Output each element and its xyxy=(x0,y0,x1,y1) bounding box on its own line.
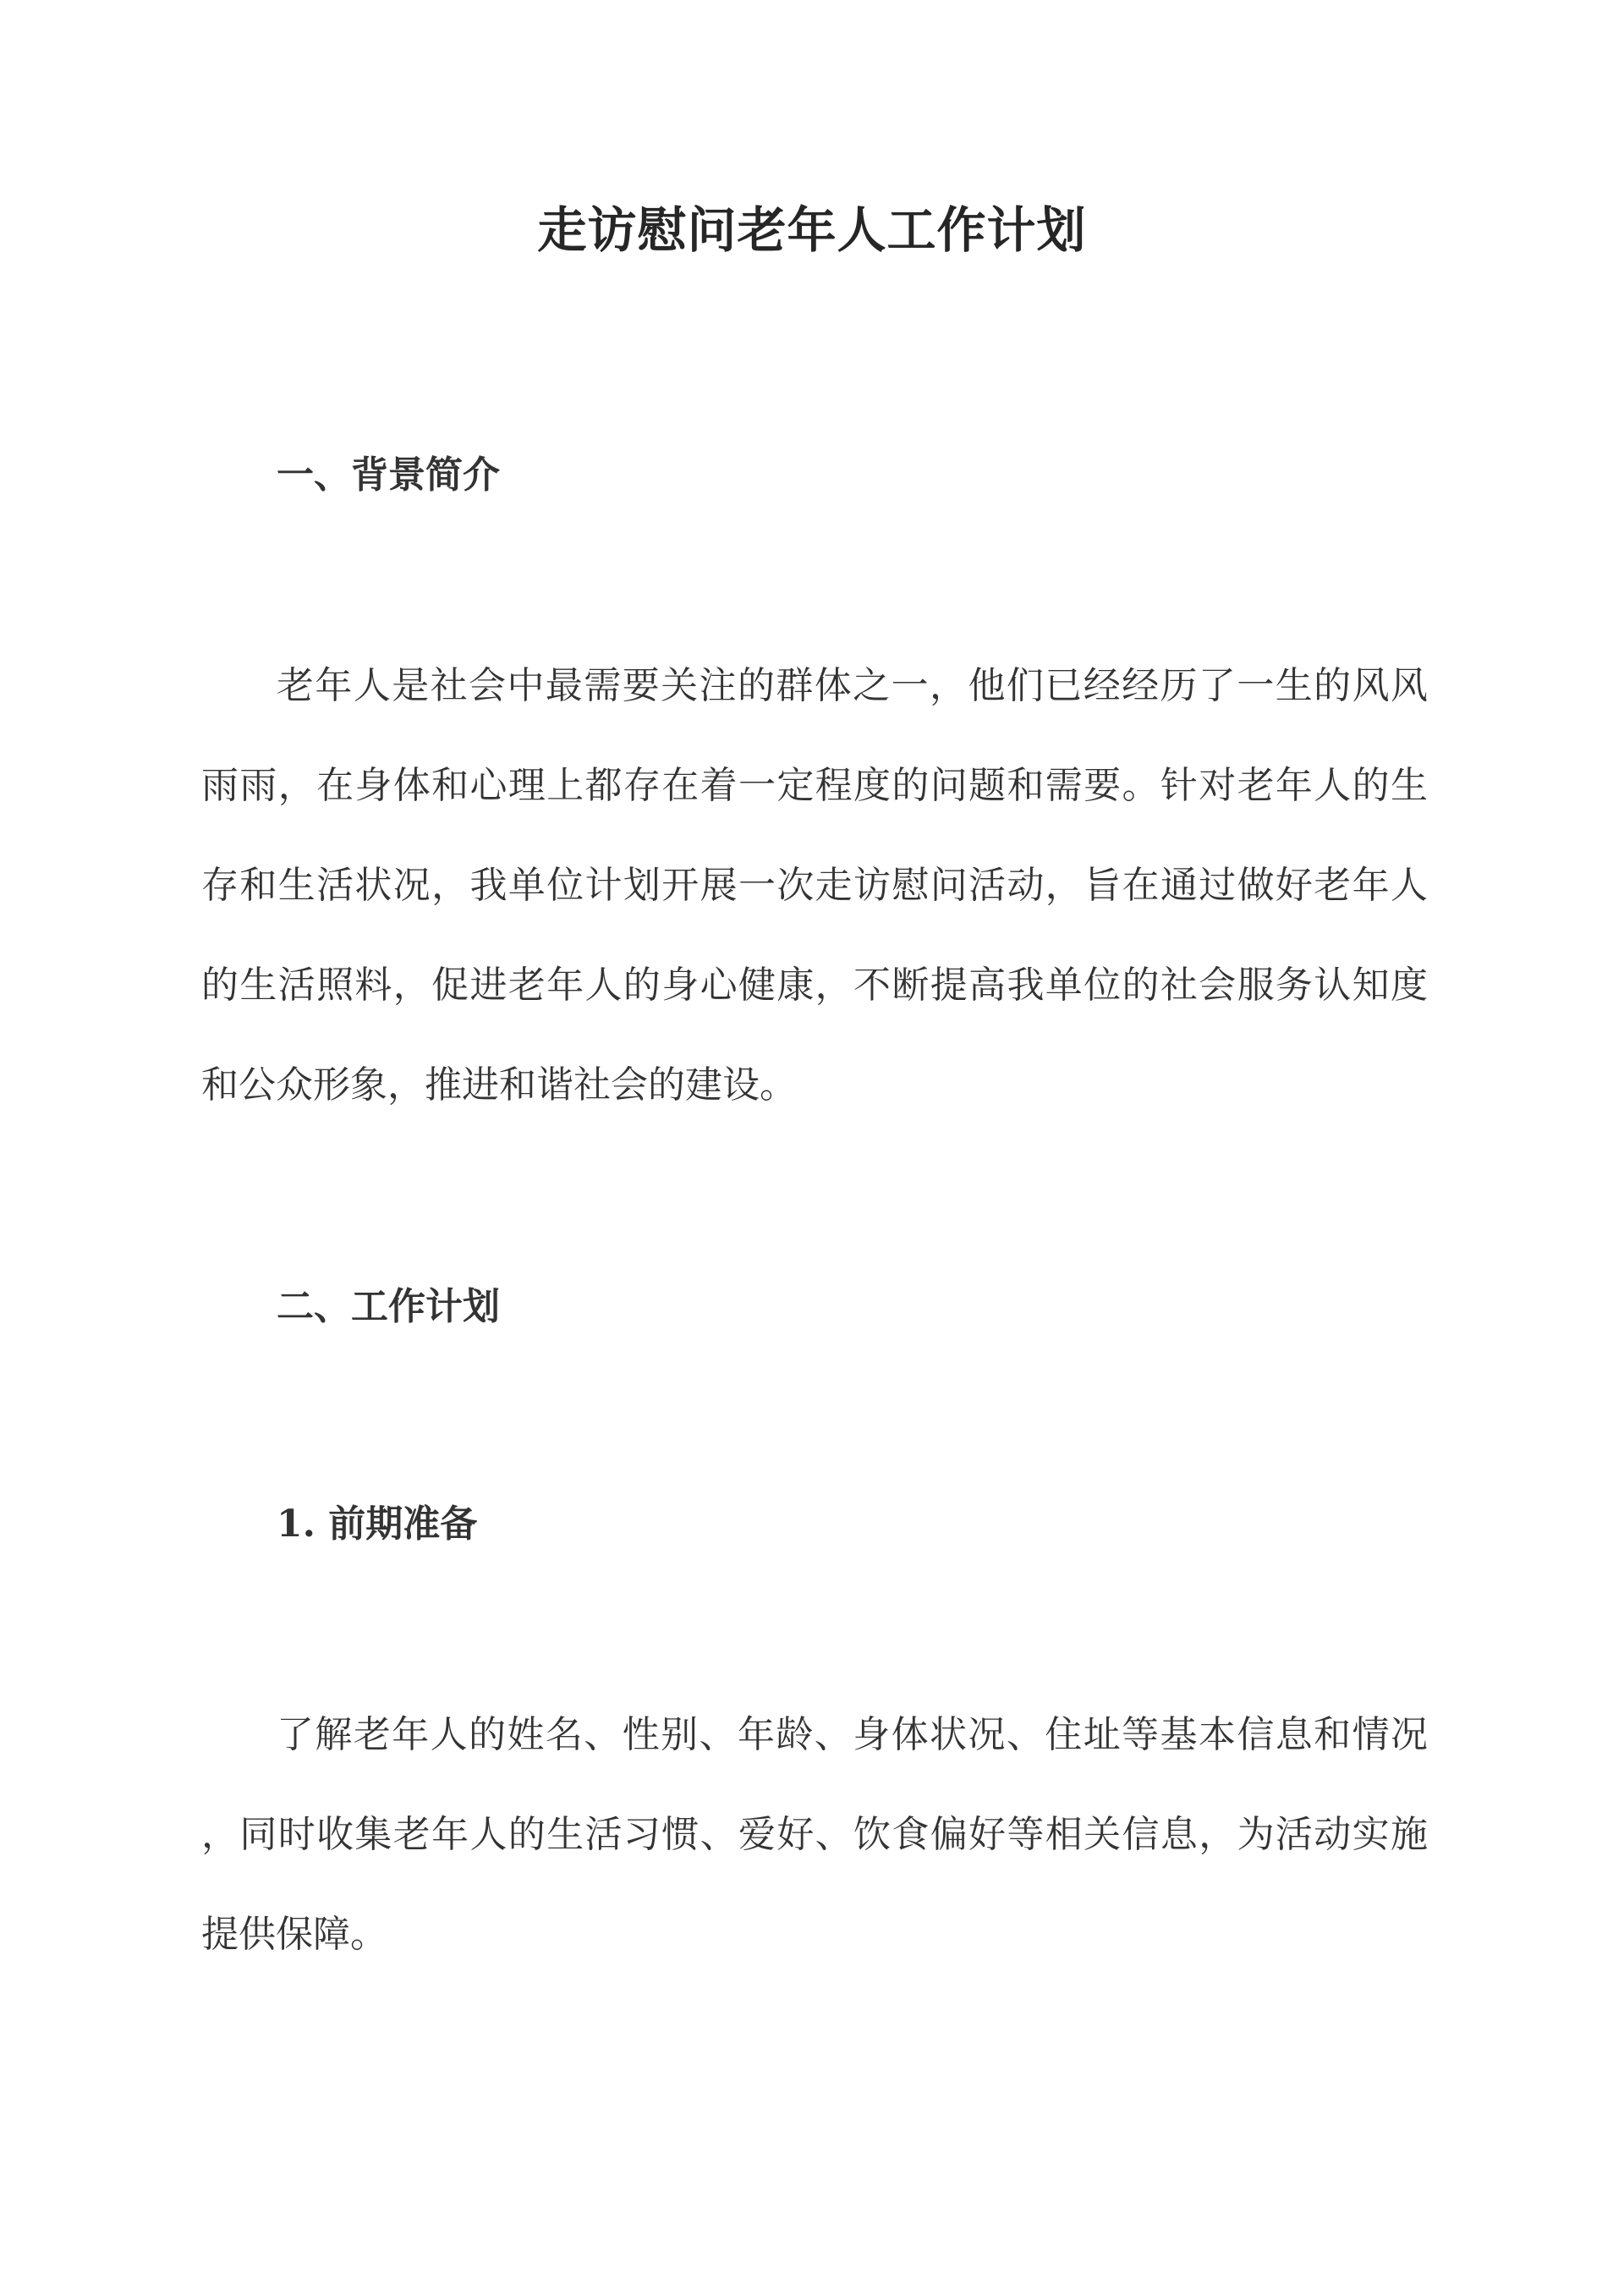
section-heading-background: 一、背景简介 xyxy=(277,453,500,497)
preparation-paragraph xyxy=(201,1709,1428,2008)
subsection-heading-preparation: 1. 前期准备 xyxy=(277,1502,478,1546)
paragraph-line: 雨雨，在身体和心理上都存在着一定程度的问题和需要。针对老年人的生 xyxy=(201,764,1428,807)
paragraph-line: 的生活照料，促进老年人的身心健康，不断提高我单位的社会服务认知度 xyxy=(201,964,1428,1007)
section-heading-work-plan: 二、工作计划 xyxy=(277,1285,500,1328)
paragraph-line: 存和生活状况，我单位计划开展一次走访慰问活动，旨在通过做好老年人 xyxy=(201,864,1428,907)
document-title: 走访慰问老年人工作计划 xyxy=(537,201,1087,259)
background-paragraph xyxy=(201,660,1428,1159)
paragraph-line: ，同时收集老年人的生活习惯、爱好、饮食偏好等相关信息，为活动实施 xyxy=(201,1813,1428,1856)
paragraph-line: 老年人是社会中最需要关注的群体之一，他们已经经历了一生的风风 xyxy=(277,664,1428,707)
paragraph-line: 和公众形象，推进和谐社会的建设。 xyxy=(201,1063,797,1107)
paragraph-line: 提供保障。 xyxy=(201,1913,387,1956)
paragraph-line: 了解老年人的姓名、性别、年龄、身体状况、住址等基本信息和情况 xyxy=(277,1713,1428,1756)
